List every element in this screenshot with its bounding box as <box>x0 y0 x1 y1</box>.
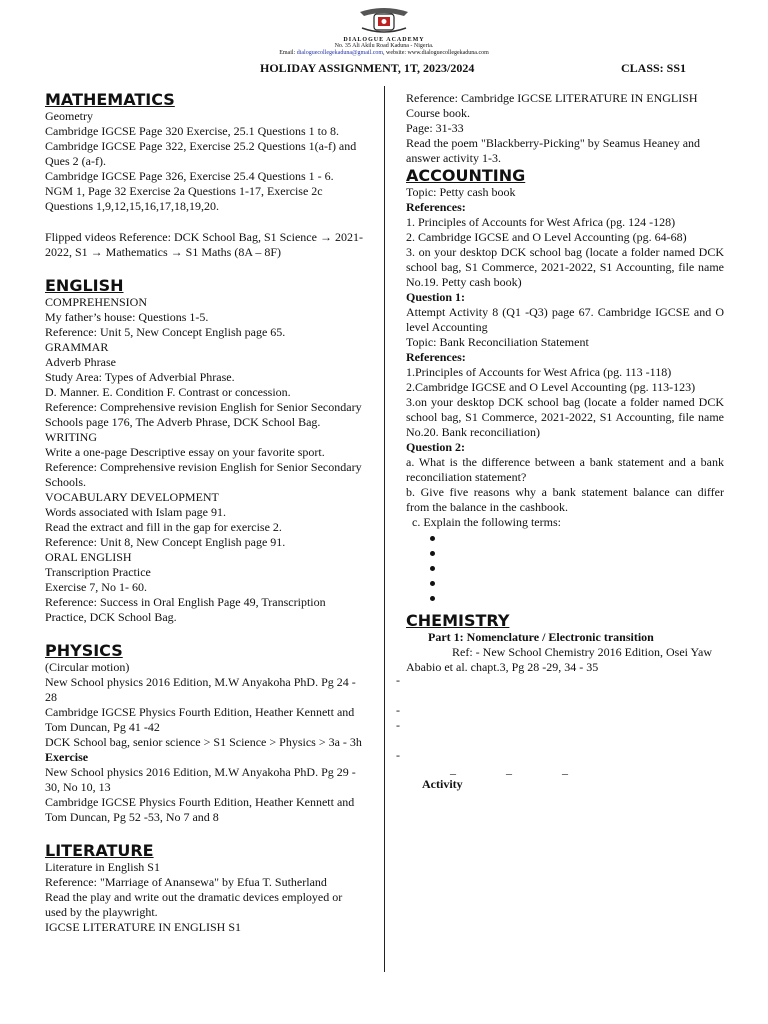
question-text: Attempt Activity 8 (Q1 -Q3) page 67. Cambridge IGCSE and O level Accounting <box>406 305 724 334</box>
reference-item: 3. on your desktop DCK school bag (locate a folder named DCK school bag, S1 Commerce, 2021-2022, S1 Accounting, file name No.19. Petty cash book) <box>406 245 724 289</box>
section-heading-mathematics: MATHEMATICS <box>45 90 175 109</box>
bullet-item <box>406 575 724 590</box>
text-line: Reference: Unit 8, New Concept English page 91. <box>45 535 286 549</box>
text-line: Cambridge IGCSE Physics Fourth Edition, Heather Kennett and Tom Duncan, Pg 52 -53, No 7 and 8 <box>45 795 355 824</box>
dash-mark: - <box>396 703 400 717</box>
bullet-item <box>406 530 724 545</box>
dash-mark: - <box>396 718 400 732</box>
text-line: New School physics 2016 Edition, M.W Anyakoha PhD. Pg 24 - 28 <box>45 675 356 704</box>
reference-item: 1.Principles of Accounts for West Africa (pg. 113 -118) <box>406 365 672 379</box>
text-line: IGCSE LITERATURE IN ENGLISH S1 <box>45 920 241 934</box>
spacer <box>45 214 363 230</box>
text-line: Read the extract and fill in the gap for exercise 2. <box>45 520 282 534</box>
topic-line: Topic: Bank Reconciliation Statement <box>406 335 589 349</box>
email-link[interactable]: dialoguecollegekaduna@gmail.com <box>296 50 384 56</box>
text-line: Exercise 7, No 1- 60. <box>45 580 147 594</box>
text-line: Transcription Practice <box>45 565 151 579</box>
text-line: Reference: Unit 5, New Concept English page 65. <box>45 325 286 339</box>
subheading: GRAMMAR <box>45 340 109 354</box>
activity-label: Activity <box>422 777 463 791</box>
question-text: c. Explain the following terms: <box>412 515 561 529</box>
text-line: Read the poem "Blackberry-Picking" by Seamus Heaney and answer activity 1-3. <box>406 136 701 165</box>
left-column <box>45 90 363 935</box>
text-line: Words associated with Islam page 91. <box>45 505 226 519</box>
dash-mark: - <box>396 748 400 762</box>
text-line: DCK School bag, senior science > S1 Science > Physics > 3a - 3h <box>45 735 362 749</box>
section-heading-literature: LITERATURE <box>45 841 154 860</box>
text-line: Reference: Comprehensive revision English for Senior Secondary Schools. <box>45 460 362 489</box>
question-label: Question 2: <box>406 440 466 454</box>
text-line: Write a one-page Descriptive essay on your favorite sport. <box>45 445 325 459</box>
text-line: NGM 1, Page 32 Exercise 2a Questions 1-17, Exercise 2c Questions 1,9,12,15,16,17,18,19,20. <box>45 184 323 213</box>
class-label: CLASS: SS1 <box>621 61 687 75</box>
section-heading-chemistry: CHEMISTRY <box>406 611 510 630</box>
topic-line: Topic: Petty cash book <box>406 185 516 199</box>
text-line: Reference: Comprehensive revision English for Senior Secondary Schools page 176, The Adverb Phrase, DCK School Bag. <box>45 400 362 429</box>
question-text: b. Give five reasons why a bank statement balance can differ from the balance in the cashbook. <box>406 485 724 514</box>
references-label: References: <box>406 200 466 214</box>
question-label: Question 1: <box>406 290 466 304</box>
text-line: Cambridge IGCSE Physics Fourth Edition, Heather Kennett and Tom Duncan, Pg 41 -42 <box>45 705 355 734</box>
reference-item: 3.on your desktop DCK school bag (locate a folder named DCK school bag, S1 Commerce, 2021-2022, S1 Accounting, file name No.20. Bank reconciliation) <box>406 395 724 439</box>
reference-item: 2.Cambridge IGCSE and O Level Accounting (pg. 113-123) <box>406 380 696 394</box>
spacer <box>45 260 363 276</box>
reference-item: 1. Principles of Accounts for West Africa (pg. 124 -128) <box>406 215 676 229</box>
chemistry-reference: Ref: - New School Chemistry 2016 Edition, Osei Yaw Ababio et al. chapt.3, Pg 28 -29, 34 - 35 <box>406 645 712 674</box>
school-logo <box>356 6 412 36</box>
chemistry-part-title: Part 1: Nomenclature / Electronic transition <box>428 630 654 644</box>
column-divider <box>384 86 385 972</box>
bullet-item <box>406 545 724 560</box>
bullet-item <box>406 590 724 605</box>
text-line: Geometry <box>45 109 93 123</box>
text-line: D. Manner. E. Condition F. Contrast or concession. <box>45 385 291 399</box>
subheading: VOCABULARY DEVELOPMENT <box>45 490 219 504</box>
text-line: Cambridge IGCSE Page 322, Exercise 25.2 Questions 1(a-f) and Ques 2 (a-f). <box>45 139 357 168</box>
underscore-mark: _ <box>450 762 456 776</box>
text-line: Read the play and write out the dramatic devices employed or used by the playwright. <box>45 890 343 919</box>
text-line: Literature in English S1 <box>45 860 160 874</box>
underscore-mark: _ <box>562 762 568 776</box>
subheading: ORAL ENGLISH <box>45 550 132 564</box>
bullet-item <box>406 560 724 575</box>
school-address: No. 35 Ali Akilu Road Kaduna - Nigeria. <box>334 43 434 49</box>
text-line: Reference: Cambridge IGCSE LITERATURE IN ENGLISH Course book. <box>406 91 698 120</box>
subheading: COMPREHENSION <box>45 295 148 309</box>
text-line: (Circular motion) <box>45 660 130 674</box>
website-link[interactable]: www.dialoguecollegekaduna.com <box>407 50 489 56</box>
flipped-videos-reference: Flipped videos Reference: DCK School Bag, S1 Science → 2021-2022, S1 → Mathematics → S1 Maths (8A – 8F) <box>45 230 363 259</box>
underscore-mark: _ <box>506 762 512 776</box>
section-heading-accounting: ACCOUNTING <box>406 166 526 185</box>
text-line: Study Area: Types of Adverbial Phrase. <box>45 370 235 384</box>
text-line: Adverb Phrase <box>45 355 116 369</box>
section-heading-english: ENGLISH <box>45 276 124 295</box>
spacer <box>45 625 363 641</box>
text-line: Reference: "Marriage of Anansewa" by Efua T. Sutherland <box>45 875 327 889</box>
text-line: Cambridge IGCSE Page 326, Exercise 25.4 Questions 1 - 6. <box>45 169 334 183</box>
right-column <box>406 91 724 675</box>
reference-item: 2. Cambridge IGCSE and O Level Accounting (pg. 64-68) <box>406 230 687 244</box>
spacer <box>45 825 363 841</box>
text-line: New School physics 2016 Edition, M.W Anyakoha PhD. Pg 29 - 30, No 10, 13 <box>45 765 356 794</box>
text-line: Reference: Success in Oral English Page 49, Transcription Practice, DCK School Bag. <box>45 595 326 624</box>
dash-mark: - <box>396 673 400 687</box>
assignment-title: HOLIDAY ASSIGNMENT, 1T, 2023/2024 <box>260 61 475 75</box>
subheading: WRITING <box>45 430 97 444</box>
page-header <box>0 6 768 57</box>
school-name: DIALOGUE ACADEMY <box>343 37 425 43</box>
text-line: Page: 31-33 <box>406 121 464 135</box>
text-line: My father’s house: Questions 1-5. <box>45 310 209 324</box>
question-text: a. What is the difference between a bank statement and a bank reconciliation statement? <box>406 455 724 484</box>
exercise-label: Exercise <box>45 750 89 764</box>
text-line: Cambridge IGCSE Page 320 Exercise, 25.1 Questions 1 to 8. <box>45 124 339 138</box>
title-row <box>0 61 768 77</box>
section-heading-physics: PHYSICS <box>45 641 123 660</box>
references-label: References: <box>406 350 466 364</box>
school-contact: Email: dialoguecollegekaduna@gmail.com, website: www.dialoguecollegekaduna.com <box>279 50 489 56</box>
